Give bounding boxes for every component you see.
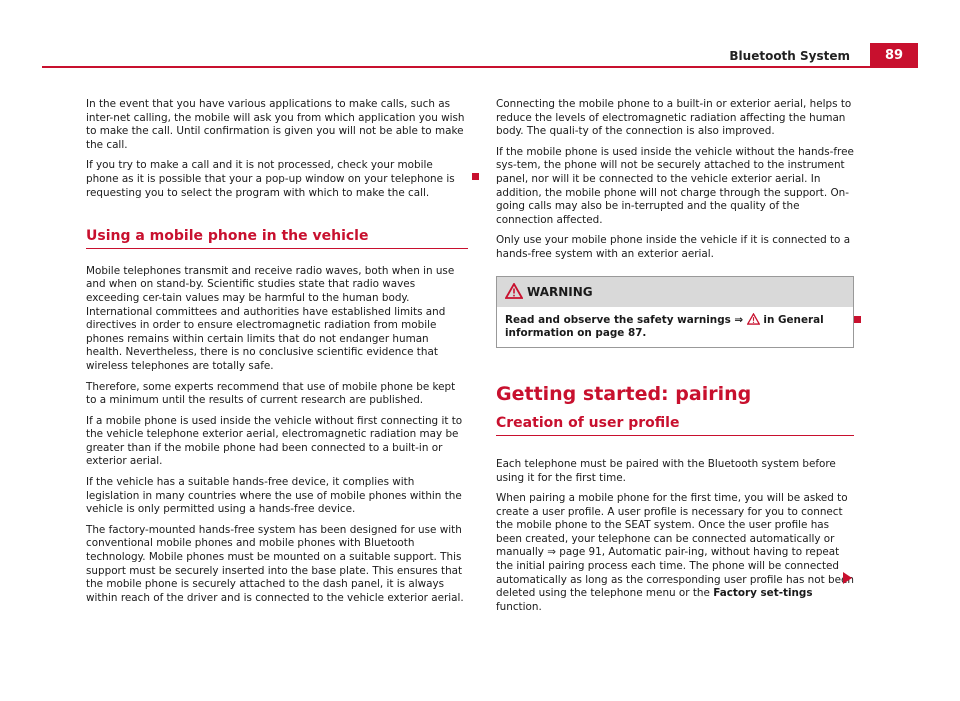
body-paragraph-6: Connecting the mobile phone to a built-in or exterior aerial, helps to reduce the levels of electromagnetic radiation affecting the human body. The quali-ty of the connection is also improved. xyxy=(496,98,852,138)
body-paragraph-9: Each telephone must be paired with the Bluetooth system before using it for the first time. xyxy=(496,457,836,484)
section-end-marker xyxy=(472,173,479,180)
factory-settings-term: Factory set-tings xyxy=(713,587,813,600)
header-rule xyxy=(42,66,918,68)
right-column xyxy=(496,98,854,621)
running-header-title: Bluetooth System xyxy=(729,49,850,63)
warning-text-end: in General information on page 87. xyxy=(505,313,824,340)
continue-arrow-icon xyxy=(843,572,852,584)
section-heading-mobile-use: Using a mobile phone in the vehicle xyxy=(86,230,468,249)
left-column xyxy=(86,98,468,612)
section-heading-user-profile: Creation of user profile xyxy=(496,417,854,436)
body-paragraph-1: Mobile telephones transmit and receive radio waves, both when in use and when on stand-by. Scientific studies state that radio waves exceeding cer-tain values may be harmful to the human body. International committees and authorities have established limits and directives in order to ensure electromagnetic radiation from mobile phones remains within certain limits that do not endanger human health. Nevertheless, there is no conclusive scientific evidence that wireless telephones are totally safe. xyxy=(86,264,455,372)
warning-box xyxy=(496,276,854,348)
body-paragraph-8: Only use your mobile phone inside the vehicle if it is connected to a hands-free system with an exterior aerial. xyxy=(496,234,851,260)
warning-triangle-icon xyxy=(505,283,523,299)
body-paragraph-2: Therefore, some experts recommend that use of mobile phone be kept to a minimum until the results of current research are published. xyxy=(86,380,456,407)
body-paragraph-7: If the mobile phone is used inside the vehicle without the hands-free sys-tem, the phone will not be securely attached to the instrument panel, nor will it be connected to the vehicle exterior aerial. In addition, the mobile phone will not charge through the support. On-going calls may also be in-terrupted and the quality of the connection affected. xyxy=(496,145,854,226)
pairing-text-end: function. xyxy=(496,600,542,613)
warning-text-start: Read and observe the safety warnings ⇒ xyxy=(505,313,744,326)
body-paragraph-4: If the vehicle has a suitable hands-free device, it complies with legislation in many countries where the use of mobile phones within the vehicle is only permitted using a hands-free device. xyxy=(86,476,462,516)
page-number: 89 xyxy=(870,43,918,68)
warning-reference-icon[interactable] xyxy=(747,313,760,325)
body-paragraph-10 xyxy=(496,492,854,614)
body-paragraph-5: The factory-mounted hands-free system has been designed for use with conventional mobile phones and mobile phones with Bluetooth technology. Mobile phones must be mounted on a suitable support. This support must be securely inserted into the base plate. This ensures that the mobile phone is securely attached to the dash panel, it is always within reach of the driver and is connected to the vehicle exterior aerial. xyxy=(86,523,464,604)
warning-end-marker xyxy=(854,316,861,323)
body-paragraph-3: If a mobile phone is used inside the vehicle without first connecting it to the vehicle telephone exterior aerial, electromagnetic radiation may be greater than if the mobile phone had been connected to a built-in or exterior aerial. xyxy=(86,414,463,468)
warning-header xyxy=(497,277,853,307)
intro-paragraph-2: If you try to make a call and it is not processed, check your mobile phone as it is possible that your a pop-up window on your telephone is requesting you to select the program with which to make the call. xyxy=(86,159,455,199)
warning-text xyxy=(497,307,853,347)
pairing-text: When pairing a mobile phone for the first time, you will be asked to create a user profile. A user profile is necessary for you to connect the mobile phone to the SEAT system. Once the user profile has been created, your telephone can be connected automatically or manually ⇒ page 91, Automatic pair-ing, without having to repeat the initial pairing process each time. The phone will be connected automatically as long as the corresponding user profile has not been deleted using the telephone menu or the xyxy=(496,492,854,600)
warning-title: WARNING xyxy=(527,284,593,299)
chapter-title: Getting started: pairing xyxy=(496,382,752,405)
intro-paragraph-1: In the event that you have various applications to make calls, such as inter-net calling, the mobile will ask you from which application you wish to make the call. Until confirmation is given you will not be able to make the call. xyxy=(86,98,465,151)
